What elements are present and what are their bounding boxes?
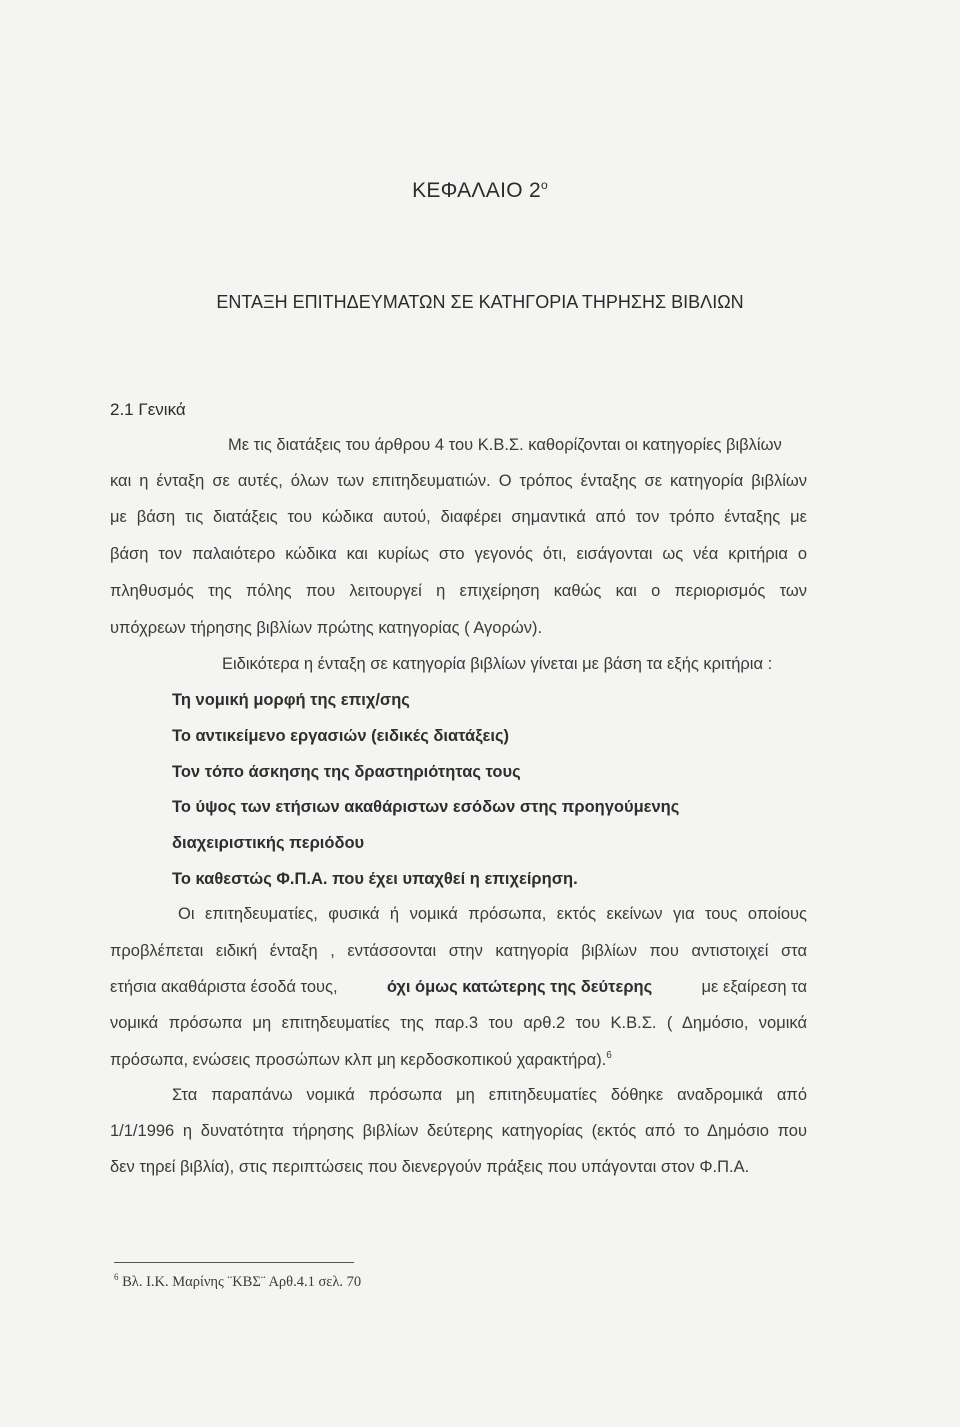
para4-line-3: δεν τηρεί βιβλία), στις περιπτώσεις που διενεργούν πράξεις που υπάγονται στον Φ.Π.Α. <box>110 1158 750 1176</box>
para3-line-4: νομικά πρόσωπα μη επιτηδευματίες της παρ.3 του αρθ.2 του Κ.Β.Σ. ( Δημόσιο, νομικά <box>110 1014 807 1032</box>
chapter-title <box>0 178 960 203</box>
criterion-item: Τον τόπο άσκησης της δραστηριότητας τους <box>172 763 521 781</box>
para3-line-3-start: ετήσια ακαθάριστα έσοδά τους, <box>110 978 338 996</box>
criterion-item: Τη νομική μορφή της επιχ/σης <box>172 691 410 709</box>
chapter-title-text: ΚΕΦΑΛΑΙΟ 2 <box>412 179 541 202</box>
criterion-item: Το καθεστώς Φ.Π.Α. που έχει υπαχθεί η επιχείρηση. <box>172 870 578 888</box>
criterion-item: Το αντικείμενο εργασιών (ειδικές διατάξεις) <box>172 727 510 745</box>
para3-line-3-end: με εξαίρεση τα <box>701 978 807 996</box>
para3-emphasis: όχι όμως κατώτερης της δεύτερης <box>386 978 653 996</box>
footnote <box>114 1272 361 1291</box>
para4-line-1: Στα παραπάνω νομικά πρόσωπα μη επιτηδευματίες δόθηκε αναδρομικά από <box>172 1086 807 1104</box>
para3-line-2: προβλέπεται ειδική ένταξη , εντάσσονται στην κατηγορία βιβλίων που αντιστοιχεί στα <box>110 942 807 960</box>
para1-line-3: με βάση τις διατάξεις του κώδικα αυτού, διαφέρει σημαντικά από τον τρόπο ένταξης με <box>110 508 807 526</box>
criterion-item: Το ύψος των ετήσιων ακαθάριστων εσόδων στης προηγούμενης <box>172 798 680 816</box>
para1-line-2: και η ένταξη σε αυτές, όλων των επιτηδευματιών. Ο τρόπος ένταξης σε κατηγορία βιβλίων <box>110 472 807 490</box>
para1-line-6: υπόχρεων τήρησης βιβλίων πρώτης κατηγορίας ( Αγορών). <box>110 619 543 637</box>
para4-line-2: 1/1/1996 η δυνατότητα τήρησης βιβλίων δεύτερης κατηγορίας (εκτός από το Δημόσιο που <box>110 1122 807 1140</box>
para1-line-4: βάση τον παλαιότερο κώδικα και κυρίως στο γεγονός ότι, εισάγονται ως νέα κριτήρια ο <box>110 545 807 563</box>
footnote-marker: 6 <box>114 1272 119 1282</box>
footnote-reference: 6 <box>606 1050 612 1061</box>
footnote-divider <box>114 1262 354 1263</box>
section-title: 2.1 Γενικά <box>110 400 186 419</box>
criterion-item: διαχειριστικής περιόδου <box>172 834 365 852</box>
criteria-intro: Ειδικότερα η ένταξη σε κατηγορία βιβλίων γίνεται με βάση τα εξής κριτήρια : <box>222 655 773 673</box>
chapter-ordinal: ο <box>540 178 548 192</box>
chapter-heading: ΕΝΤΑΞΗ ΕΠΙΤΗΔΕΥΜΑΤΩΝ ΣΕ ΚΑΤΗΓΟΡΙΑ ΤΗΡΗΣΗΣ ΒΙΒΛΙΩΝ <box>216 292 744 312</box>
footnote-text: Βλ. Ι.Κ. Μαρίνης ¨ΚΒΣ¨ Αρθ.4.1 σελ. 70 <box>122 1274 362 1290</box>
para3-line-5 <box>110 1050 612 1070</box>
para3-line-5-text: πρόσωπα, ενώσεις προσώπων κλπ μη κερδοσκοπικού χαρακτήρα). <box>110 1051 607 1069</box>
para1-line-1: Με τις διατάξεις του άρθρου 4 του Κ.Β.Σ. καθορίζονται οι κατηγορίες βιβλίων <box>228 436 782 454</box>
para1-line-5: πληθυσμός της πόλης που λειτουργεί η επιχείρηση καθώς και ο περιορισμός των <box>110 582 807 600</box>
para3-line-1: Οι επιτηδευματίες, φυσικά ή νομικά πρόσωπα, εκτός εκείνων για τους οποίους <box>178 905 807 923</box>
para3-line-3 <box>110 978 807 997</box>
